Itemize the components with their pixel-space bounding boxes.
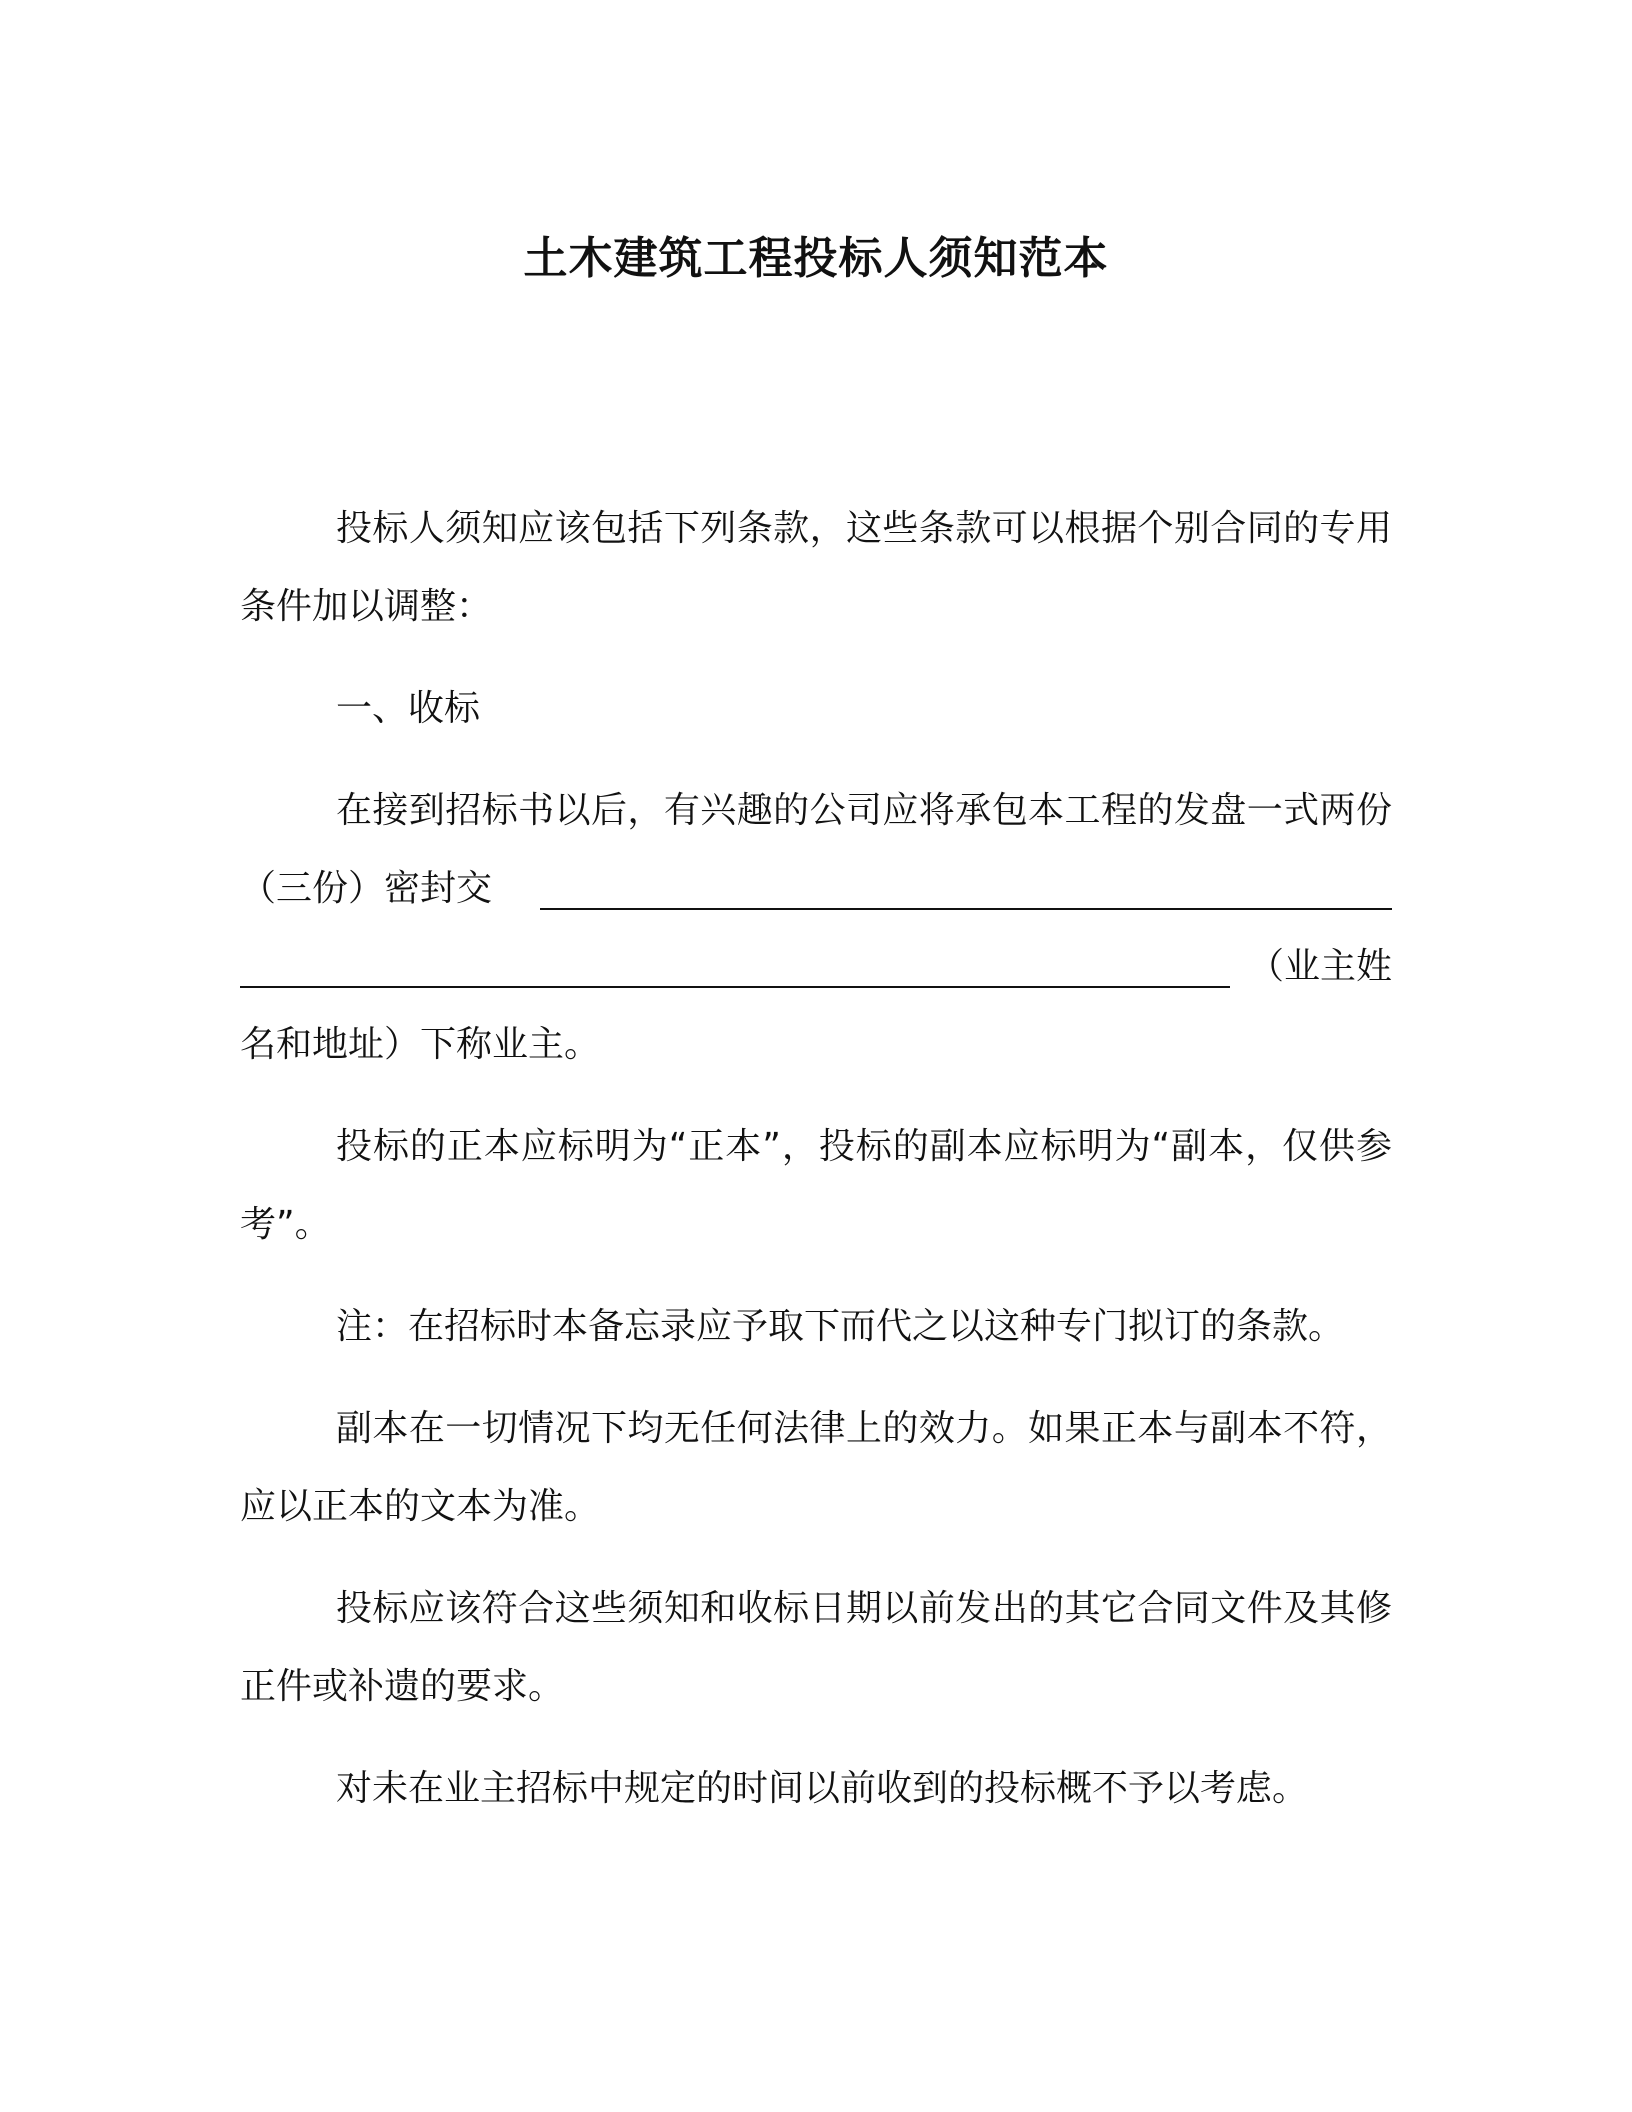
late-bids-paragraph: 对未在业主招标中规定的时间以前收到的投标概不予以考虑。 — [336, 1768, 1309, 1809]
receive-paragraph — [240, 772, 1392, 1084]
receive-paragraph-end: 名和地址）下称业主。 — [240, 1024, 601, 1065]
note-paragraph: 注：在招标时本备忘录应予取下而代之以这种专门拟订的条款。 — [336, 1306, 1345, 1347]
labels-paragraph: 投标的正本应标明为“正本”，投标的副本应标明为“副本，仅供参考”。 — [240, 1126, 1392, 1245]
document-title: 土木建筑工程投标人须知范本 — [523, 233, 1109, 284]
receive-paragraph-start: 在接到招标书以后，有兴趣的公司应将承包本工程的发盘一式两份（三份）密封交 — [240, 790, 1392, 909]
receive-paragraph-first-lines — [240, 772, 1392, 928]
section-heading-receive: 一、收标 — [336, 688, 481, 729]
receive-paragraph-tail: （业主姓 — [1247, 946, 1392, 987]
receive-blank-line-2 — [240, 928, 1392, 1006]
intro-paragraph: 投标人须知应该包括下列条款，这些条款可以根据个别合同的专用条件加以调整： — [240, 508, 1392, 627]
copy-validity-paragraph: 副本在一切情况下均无任何法律上的效力。如果正本与副本不符，应以正本的文本为准。 — [240, 1408, 1392, 1527]
address-blank-2[interactable] — [240, 986, 1230, 988]
conform-paragraph: 投标应该符合这些须知和收标日期以前发出的其它合同文件及其修正件或补遗的要求。 — [240, 1588, 1392, 1707]
address-blank-1[interactable] — [540, 908, 1392, 910]
document-body — [240, 490, 1392, 1852]
